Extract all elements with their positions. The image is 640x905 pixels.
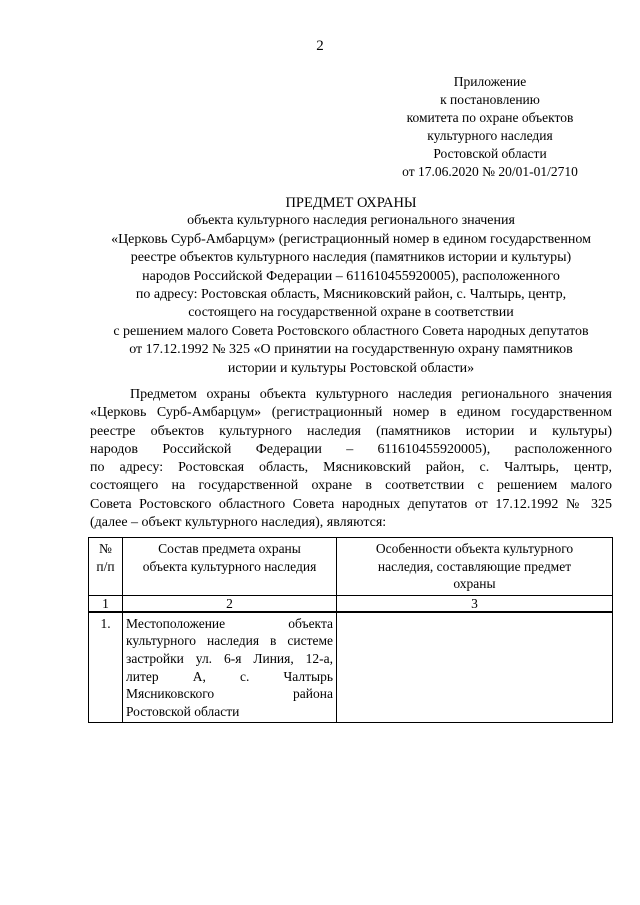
header-composition: [123, 538, 337, 596]
body-line: по адресу: Ростовская область, Мясниковский район, с. Чалтырь, центр,: [90, 460, 612, 476]
header-text: охраны: [453, 576, 496, 592]
appendix-line: комитета по охране объектов: [406, 110, 574, 125]
body-line: состоящего на государственной охране в соответствии с решением малого: [90, 478, 612, 494]
appendix-line: Ростовской области: [433, 146, 547, 161]
title-line: состоящего на государственной охране в соответствии: [188, 305, 514, 321]
protection-table: [88, 537, 613, 723]
cell-line: Мясниковского района: [126, 686, 333, 702]
document-title: [90, 194, 612, 378]
title-line: реестре объектов культурного наследия (памятников истории и культуры): [130, 250, 572, 266]
header-features: [337, 538, 613, 596]
column-number: 3: [337, 595, 613, 612]
table-header-row: [89, 538, 613, 596]
title-line: с решением малого Совета Ростовского областного Совета народных депутатов: [113, 323, 589, 339]
body-line: Совета Ростовского областного Совета народных депутатов от 17.12.1992 № 325: [90, 496, 612, 512]
appendix-line: от 17.06.2020 № 20/01-01/2710: [402, 164, 578, 179]
appendix-line: Приложение: [453, 74, 527, 89]
header-text: Состав предмета охраны: [158, 541, 301, 556]
title-line: народов Российской Федерации – 611610455920005), расположенного: [142, 268, 560, 284]
row-composition: [123, 612, 337, 723]
cell-line: Местоположение объекта: [126, 615, 333, 631]
column-number: 1: [89, 595, 123, 612]
title-line: объекта культурного наследия регионального значения: [187, 213, 515, 229]
cell-line: культурного наследия в системе: [126, 633, 333, 649]
body-line: «Церковь Сурб-Амбарцум» (регистрационный номер в едином государственном: [90, 405, 612, 421]
table-row: [89, 612, 613, 723]
column-number: 2: [123, 595, 337, 612]
header-text: наследия, составляющие предмет: [377, 558, 572, 574]
appendix-line: культурного наследия: [427, 128, 553, 143]
title-main: ПРЕДМЕТ ОХРАНЫ: [285, 195, 417, 211]
title-line: по адресу: Ростовская область, Мясниковский район, с. Чалтырь, центр,: [135, 287, 567, 303]
appendix-header: [370, 73, 610, 181]
cell-line: литер А, с. Чалтырь: [126, 668, 333, 684]
title-line: от 17.12.1992 № 325 «О принятии на государственную охрану памятников: [129, 342, 573, 358]
header-num: [89, 538, 123, 596]
body-line: реестре объектов культурного наследия (памятников истории и культуры): [90, 423, 612, 439]
cell-line: Ростовской области: [126, 703, 240, 719]
page-number: 2: [316, 38, 324, 54]
body-paragraph: [90, 386, 612, 532]
column-number-row: [89, 595, 613, 612]
header-text: №: [99, 541, 112, 556]
header-text: объекта культурного наследия: [142, 558, 317, 574]
title-line: истории и культуры Ростовской области»: [227, 360, 475, 376]
row-features: [337, 612, 613, 723]
body-line: Предметом охраны объекта культурного наследия регионального значения: [130, 387, 612, 402]
row-number: 1.: [89, 612, 123, 723]
header-text: п/п: [96, 558, 115, 574]
header-text: Особенности объекта культурного: [375, 541, 574, 556]
body-line: народов Российской Федерации – 611610455920005), расположенного: [90, 441, 612, 457]
title-line: «Церковь Сурб-Амбарцум» (регистрационный номер в едином государственном: [111, 231, 591, 247]
body-line: (далее – объект культурного наследия), являются:: [90, 515, 387, 531]
appendix-line: к постановлению: [440, 92, 540, 107]
cell-line: застройки ул. 6-я Линия, 12-а,: [126, 650, 333, 666]
